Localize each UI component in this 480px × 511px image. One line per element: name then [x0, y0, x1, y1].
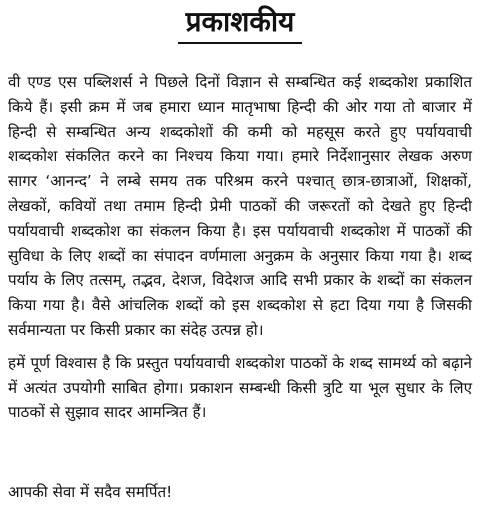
- signoff-line: आपकी सेवा में सदैव समर्पित!: [8, 483, 173, 501]
- page-title: प्रकाशकीय: [178, 2, 303, 44]
- paragraph-intro: वी एण्ड एस पब्लिशर्स ने पिछले दिनों विज्ञान से सम्बन्धित कई शब्दकोश प्रकाशित किये हैं। इसी क्रम में जब हमारा ध्यान मातृभाषा हिन्दी की ओर गया तो बाजार में हिन्दी से सम्बन्धित अन्य शब्दकोशों की कमी को महसूस करते हुए पर्यायवाची शब्दकोश संकलित करने का निश्चय किया गया। हमारे निर्देशानुसार लेखक अरुण सागर ‘आनन्द’ ने लम्बे समय तक परिश्रम करने पश्चात् छात्र-छात्राओं, शिक्षकों, लेखकों, कवियों तथा तमाम हिन्दी प्रेमी पाठकों की जरूरतों को देखते हुए हिन्दी पर्यायवाची शब्दकोश का संकलन किया है। इस पर्यायवाची शब्दकोश में पाठकों की सुविधा के लिए शब्दों का संपादन वर्णमाला अनुक्रम के अनुसार किया गया है। शब्द पर्याय के लिए तत्सम्, तद्भव, देशज, विदेशज आदि सभी प्रकार के शब्दों का संकलन किया गया है। वैसे आंचलिक शब्दों को इस शब्दकोश से हटा दिया गया है जिसकी सर्वमान्यता पर किसी प्रकार का संदेह उत्पन्न हो।: [8, 73, 472, 339]
- title-container: [0, 2, 480, 44]
- paragraph-assurance: हमें पूर्ण विश्वास है कि प्रस्तुत पर्यायवाची शब्दकोश पाठकों के शब्द सामर्थ्य को बढ़ाने में अत्यंत उपयोगी साबित होगा। प्रकाशन सम्बन्धी किसी त्रुटि या भूल सुधार के लिए पाठकों से सुझाव सादर आमन्त्रित हैं।: [8, 353, 472, 422]
- body-text: [8, 70, 472, 433]
